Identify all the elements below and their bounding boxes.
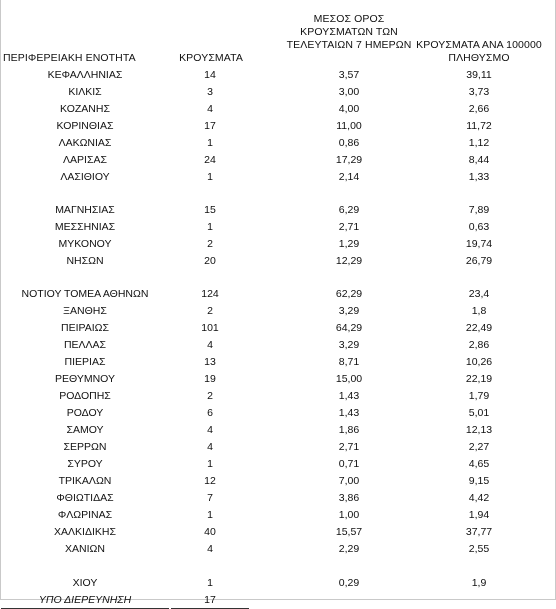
table-row	[1, 286, 556, 302]
cases-cell: 124	[201, 288, 219, 300]
region-cell: ΚΟΡΙΝΘΙΑΣ	[56, 120, 114, 132]
cases-per-100k-cell: 7,89	[468, 204, 490, 216]
cases-per-100k-cell: 2,66	[468, 103, 490, 115]
seven-day-average-cell: 12,29	[335, 255, 363, 267]
table-row	[1, 135, 556, 151]
region-cell: ΧΑΛΚΙΔΙΚΗΣ	[54, 526, 116, 538]
seven-day-average-cell: 11,00	[336, 120, 362, 132]
seven-day-average-cell: 0,71	[338, 458, 360, 470]
region-cell: ΛΑΡΙΣΑΣ	[63, 154, 107, 166]
seven-day-average-cell: 15,57	[335, 526, 363, 538]
table-row	[1, 84, 556, 100]
region-cell: ΡΕΘΥΜΝΟΥ	[54, 373, 115, 385]
cases-per-100k-cell: 23,4	[468, 288, 490, 300]
cases-per-100k-cell: 0,63	[468, 221, 490, 233]
cases-per-100k-cell: 1,79	[468, 390, 490, 402]
cases-per-100k-cell: 2,27	[468, 441, 490, 453]
table-row	[1, 490, 556, 506]
seven-day-average-cell: 2,71	[338, 221, 360, 233]
cases-per-100k-cell: 3,73	[468, 86, 490, 98]
table-row	[1, 118, 556, 134]
cases-cell: 17	[204, 120, 216, 132]
seven-day-average-cell: 2,71	[338, 441, 360, 453]
region-cell: ΜΑΓΝΗΣΙΑΣ	[55, 204, 115, 216]
table-row	[1, 422, 556, 438]
seven-day-average-cell: 62,29	[335, 288, 363, 300]
cases-cell: 4	[207, 103, 213, 115]
region-cell: ΥΠΟ ΔΙΕΡΕΥΝΗΣΗ	[1, 592, 169, 609]
cases-per-100k-cell: 2,86	[468, 339, 490, 351]
cases-per-100k-cell: 5,01	[468, 407, 490, 419]
cases-per-100k-cell: 1,9	[471, 577, 487, 589]
region-cell: ΜΥΚΟΝΟΥ	[58, 238, 112, 250]
header-seven-day-average	[284, 13, 414, 52]
cases-per-100k-cell: 4,65	[468, 458, 490, 470]
cases-cell: 14	[204, 69, 216, 81]
region-cell: ΧΙΟΥ	[72, 577, 98, 589]
seven-day-average-cell: 1,43	[338, 407, 360, 419]
seven-day-average-cell: 0,86	[338, 137, 360, 149]
cases-cell: 1	[207, 221, 213, 233]
table-row	[1, 388, 556, 404]
region-cell: ΜΕΣΣΗΝΙΑΣ	[54, 221, 116, 233]
table-row	[1, 371, 556, 387]
cases-cell: 20	[204, 255, 216, 267]
cases-per-100k-cell: 12,13	[465, 424, 493, 436]
cases-cell: 4	[207, 543, 213, 555]
cases-per-100k-cell: 8,44	[468, 154, 490, 166]
cases-cell: 6	[207, 407, 213, 419]
region-cell: ΠΙΕΡΙΑΣ	[64, 356, 106, 368]
table-row	[1, 303, 556, 319]
cases-per-100k-cell: 4,42	[468, 492, 490, 504]
table-row	[1, 524, 556, 540]
table-row	[1, 219, 556, 235]
cases-cell: 17	[171, 592, 249, 609]
seven-day-average-cell: 2,14	[338, 171, 360, 183]
region-cell: ΦΛΩΡΙΝΑΣ	[57, 509, 113, 521]
seven-day-average-cell: 3,86	[338, 492, 360, 504]
seven-day-average-cell: 6,29	[338, 204, 360, 216]
seven-day-average-cell: 2,29	[338, 543, 360, 555]
cases-cell: 1	[207, 509, 213, 521]
cases-per-100k-cell: 10,26	[465, 356, 493, 368]
seven-day-average-cell: 0,29	[338, 577, 360, 589]
seven-day-average-cell: 1,86	[338, 424, 360, 436]
table-row	[1, 152, 556, 168]
table-row	[1, 101, 556, 117]
seven-day-average-cell: 15,00	[335, 373, 363, 385]
header-cases: ΚΡΟΥΣΜΑΤΑ	[179, 52, 243, 64]
cases-per-100k-cell: 19,74	[465, 238, 493, 250]
cases-per-100k-cell: 11,72	[466, 120, 492, 132]
cases-per-100k-cell: 2,55	[468, 543, 490, 555]
header-per-line-1: ΚΡΟΥΣΜΑΤΑ ΑΝΑ 100000	[416, 39, 542, 51]
cases-per-100k-cell: 22,19	[465, 373, 493, 385]
table-row	[1, 253, 556, 269]
cases-cell: 1	[207, 171, 213, 183]
table-row	[1, 541, 556, 557]
seven-day-average-cell: 1,29	[338, 238, 360, 250]
cases-cell: 7	[207, 492, 213, 504]
table-row	[1, 592, 556, 608]
cases-per-100k-cell: 1,94	[468, 509, 490, 521]
seven-day-average-cell: 64,29	[335, 322, 363, 334]
region-cell: ΣΕΡΡΩΝ	[63, 441, 107, 453]
table-row	[1, 354, 556, 370]
table-row	[1, 439, 556, 455]
cases-per-100k-cell: 9,15	[468, 475, 490, 487]
table-row	[1, 507, 556, 523]
region-cell: ΚΟΖΑΝΗΣ	[60, 103, 110, 115]
cases-cell: 1	[207, 577, 213, 589]
cases-cell: 15	[204, 204, 216, 216]
cases-cell: 101	[201, 322, 219, 334]
region-cell: ΞΑΝΘΗΣ	[63, 305, 107, 317]
cases-per-100k-cell: 37,77	[465, 526, 493, 538]
header-avg-line-3: ΤΕΛΕΥΤΑΙΩΝ 7 ΗΜΕΡΩΝ	[286, 39, 412, 51]
cases-cell: 13	[204, 356, 216, 368]
cases-cell: 1	[207, 137, 213, 149]
region-cell: ΡΟΔΟΥ	[66, 407, 104, 419]
cases-cell: 2	[207, 305, 213, 317]
table-row	[1, 236, 556, 252]
table-row	[1, 169, 556, 185]
seven-day-average-cell: 3,57	[338, 69, 360, 81]
region-cell: ΝΟΤΙΟΥ ΤΟΜΕΑ ΑΘΗΝΩΝ	[21, 288, 149, 300]
table-row	[1, 456, 556, 472]
table-row	[1, 67, 556, 83]
cases-cell: 2	[207, 238, 213, 250]
seven-day-average-cell: 17,29	[335, 154, 363, 166]
header-avg-line-1: ΜΕΣΟΣ ΟΡΟΣ	[313, 13, 385, 25]
cases-per-100k-cell: 1,8	[471, 305, 487, 317]
seven-day-average-cell: 7,00	[338, 475, 360, 487]
cases-cell: 4	[207, 424, 213, 436]
seven-day-average-cell: 1,43	[338, 390, 360, 402]
cases-cell: 24	[204, 154, 216, 166]
table-row	[1, 405, 556, 421]
cases-per-100k-cell: 39,11	[466, 69, 492, 81]
region-cell: ΝΗΣΩΝ	[66, 255, 104, 267]
region-cell: ΠΕΙΡΑΙΩΣ	[61, 322, 109, 334]
region-cell: ΧΑΝΙΩΝ	[65, 543, 105, 555]
seven-day-average-cell: 3,00	[338, 86, 360, 98]
cases-per-100k-cell: 22,49	[465, 322, 493, 334]
cases-cell: 12	[204, 475, 216, 487]
table-row	[1, 320, 556, 336]
region-cell: ΦΘΙΩΤΙΔΑΣ	[56, 492, 114, 504]
header-per-line-2: ΠΛΗΘΥΣΜΟ	[448, 52, 510, 64]
region-cell: ΛΑΣΙΘΙΟΥ	[60, 171, 110, 183]
header-avg-line-2: ΚΡΟΥΣΜΑΤΩΝ ΤΩΝ	[300, 26, 398, 38]
seven-day-average-cell: 3,29	[338, 305, 360, 317]
region-cell: ΣΥΡΟΥ	[67, 458, 103, 470]
seven-day-average-cell: 1,00	[338, 509, 360, 521]
cases-cell: 40	[204, 526, 216, 538]
region-cell: ΚΙΛΚΙΣ	[68, 86, 102, 98]
header-region: ΠΕΡΙΦΕΡΕΙΑΚΗ ΕΝΟΤΗΤΑ	[3, 52, 136, 64]
cases-cell: 1	[207, 458, 213, 470]
header-cases-per-100k	[414, 39, 544, 65]
seven-day-average-cell: 8,71	[338, 356, 360, 368]
table-row	[1, 337, 556, 353]
region-cell: ΤΡΙΚΑΛΩΝ	[58, 475, 112, 487]
cases-cell: 2	[207, 390, 213, 402]
table-row	[1, 575, 556, 591]
region-cell: ΛΑΚΩΝΙΑΣ	[58, 137, 112, 149]
region-cell: ΣΑΜΟΥ	[66, 424, 104, 436]
cases-cell: 4	[207, 441, 213, 453]
seven-day-average-cell: 4,00	[338, 103, 360, 115]
seven-day-average-cell: 3,29	[338, 339, 360, 351]
region-cell: ΠΕΛΛΑΣ	[63, 339, 107, 351]
cases-per-100k-cell: 26,79	[465, 255, 493, 267]
cases-cell: 4	[207, 339, 213, 351]
cases-per-100k-cell: 1,12	[468, 137, 490, 149]
cases-cell: 19	[204, 373, 216, 385]
cases-per-100k-cell: 1,33	[468, 171, 490, 183]
region-cell: ΡΟΔΟΠΗΣ	[59, 390, 111, 402]
cases-cell: 3	[207, 86, 213, 98]
table-row	[1, 473, 556, 489]
region-cell: ΚΕΦΑΛΛΗΝΙΑΣ	[47, 69, 123, 81]
table-row	[1, 202, 556, 218]
